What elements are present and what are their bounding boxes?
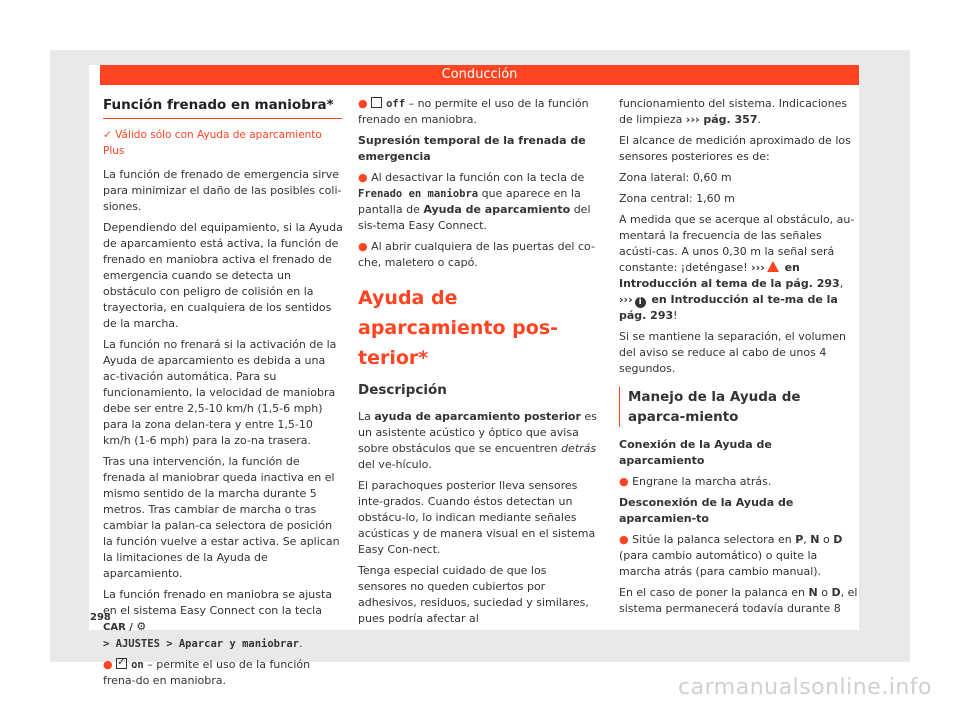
- paragraph: La ayuda de aparcamiento posterior es un asistente acústico y óptico que avisa sobre obstáculos que se encuentren detrás del ve-hículo.: [358, 410, 597, 471]
- validity-note: [103, 127, 343, 159]
- bullet-item: ● Al desactivar la función con la tecla de Frenado en maniobra que aparece en la pantalla de Ayuda de aparcamiento del sis-tema Easy Connect.: [358, 171, 591, 232]
- validity-text: Válido sólo con Ayuda de aparcamiento Plus: [103, 129, 322, 157]
- intro-reference-link[interactable]: en Introducción al tema de la pág. 293: [619, 261, 840, 290]
- paragraph: Zona central: 1,60 m: [619, 192, 735, 205]
- menu-path: > AJUSTES > Aparcar y maniobrar: [103, 638, 299, 650]
- watermark: carmanualsonline.info: [678, 675, 932, 700]
- paragraph: La función frenado en maniobra se ajusta en el sistema Easy Connect con la tecla CAR / ⚙ > AJUSTES > Aparcar y maniobrar.: [103, 588, 333, 650]
- subsection-title: Manejo de la Ayuda de aparca-miento: [619, 387, 859, 427]
- paragraph: La función no frenará si la activación de la Ayuda de aparcamiento es debida a una ac-tivación automática. Para su funcionamiento, la velocidad de maniobra debe ser entre 2,5-10 km/h (1,5-6 mph) para la zona delan-tera y entre 1,5-10 km/h (1-6 mph) para la zo-na trasera.: [103, 338, 337, 447]
- subsection-title: Descripción: [358, 382, 447, 398]
- paragraph: La función de frenado de emergencia sirve para minimizar el daño de las posibles coli-siones.: [103, 168, 342, 213]
- chapter-title: Ayuda de aparcamiento pos-terior*: [358, 287, 559, 369]
- checked-box-icon: [116, 658, 127, 669]
- column-1: [103, 96, 343, 694]
- bullet-icon: ●: [358, 171, 368, 184]
- bullet-item: ● Engrane la marcha atrás.: [619, 475, 772, 488]
- paragraph: Zona lateral: 0,60 m: [619, 171, 732, 184]
- page-reference-link[interactable]: ››› pág. 357: [685, 113, 758, 126]
- car-key-label: CAR /: [103, 622, 137, 633]
- paragraph: Si se mantiene la separación, el volumen del aviso se reduce al cabo de unos 4 segundos.: [619, 330, 846, 375]
- bullet-item: ● off – no permite el uso de la función frenado en maniobra.: [358, 97, 589, 126]
- paragraph: A medida que se acerque al obstáculo, au-mentará la frecuencia de las señales acústi-cas. A unos 0,30 m la señal será constante: ¡deténgase! ››› en Introducción al tema de la pág. 293, ››› i en Introducción al te-ma de la pág. 293!: [619, 213, 855, 322]
- paragraph: Tras una intervención, la función de frenada al maniobrar queda inactiva en el mismo sentido de la marcha durante 5 metros. Tras cambiar de marcha o tras cambiar la palan-ca selectora de posición la función vuelve a estar activa. Se aplican la limitaciones de la Ayuda de aparcamiento.: [103, 455, 340, 580]
- section-title: Función frenado en maniobra*: [103, 97, 334, 113]
- bullet-icon: ●: [619, 533, 629, 546]
- info-icon: i: [635, 297, 646, 308]
- paragraph: En el caso de poner la palanca en N o D, el sistema permanecerá todavía durante 8: [619, 586, 858, 615]
- check-icon: ✓: [103, 129, 112, 141]
- column-2: [358, 96, 598, 632]
- warning-icon: [767, 261, 779, 272]
- bullet-item: ● Al abrir cualquiera de las puertas del co-che, maletero o capó.: [358, 240, 595, 269]
- paragraph: El alcance de medición aproximado de los sensores posteriores es de:: [619, 134, 851, 163]
- bullet-icon: ●: [619, 475, 629, 488]
- section-header: Conducción: [100, 65, 859, 85]
- bullet-icon: ●: [358, 240, 368, 253]
- subheading: Desconexión de la Ayuda de aparcamien-to: [619, 496, 794, 525]
- bullet-item: ● ✓ on – permite el uso de la función frena-do en maniobra.: [103, 657, 343, 689]
- empty-box-icon: [371, 97, 382, 108]
- bullet-item: ● Sitúe la palanca selectora en P, N o D (para cambio automático) o quite la marcha atrás (para cambio manual).: [619, 533, 843, 578]
- intro-reference-link[interactable]: en Introducción al te-ma de la pág. 293: [619, 293, 838, 322]
- paragraph: funcionamiento del sistema. Indicaciones de limpieza ››› pág. 357.: [619, 97, 848, 126]
- bullet-icon: ●: [358, 97, 368, 110]
- column-3: [619, 96, 859, 622]
- paragraph: Dependiendo del equipamiento, si la Ayuda de aparcamiento está activa, la función de frenado en maniobra activa el frenado de emergencia cuando se detecta un obstáculo con peligro de colisión en la trayectoria, en cualquiera de los sentidos de la marcha.: [103, 221, 343, 330]
- subheading: Conexión de la Ayuda de aparcamiento: [619, 438, 772, 467]
- title-divider: [103, 118, 342, 119]
- settings-icon: ⚙: [136, 620, 147, 633]
- page-number: 298: [90, 612, 111, 623]
- bullet-icon: ●: [103, 658, 113, 671]
- subheading: Supresión temporal de la frenada de emergencia: [358, 134, 586, 163]
- paragraph: El parachoques posterior lleva sensores inte-grados. Cuando éstos detectan un obstácu-lo, lo indican mediante señales acústicas y de manera visual en el sistema Easy Con-nect.: [358, 479, 596, 556]
- paragraph: Tenga especial cuidado de que los sensores no queden cubiertos por adhesivos, residuos, suciedad y similares, pues podría afectar al: [358, 564, 589, 625]
